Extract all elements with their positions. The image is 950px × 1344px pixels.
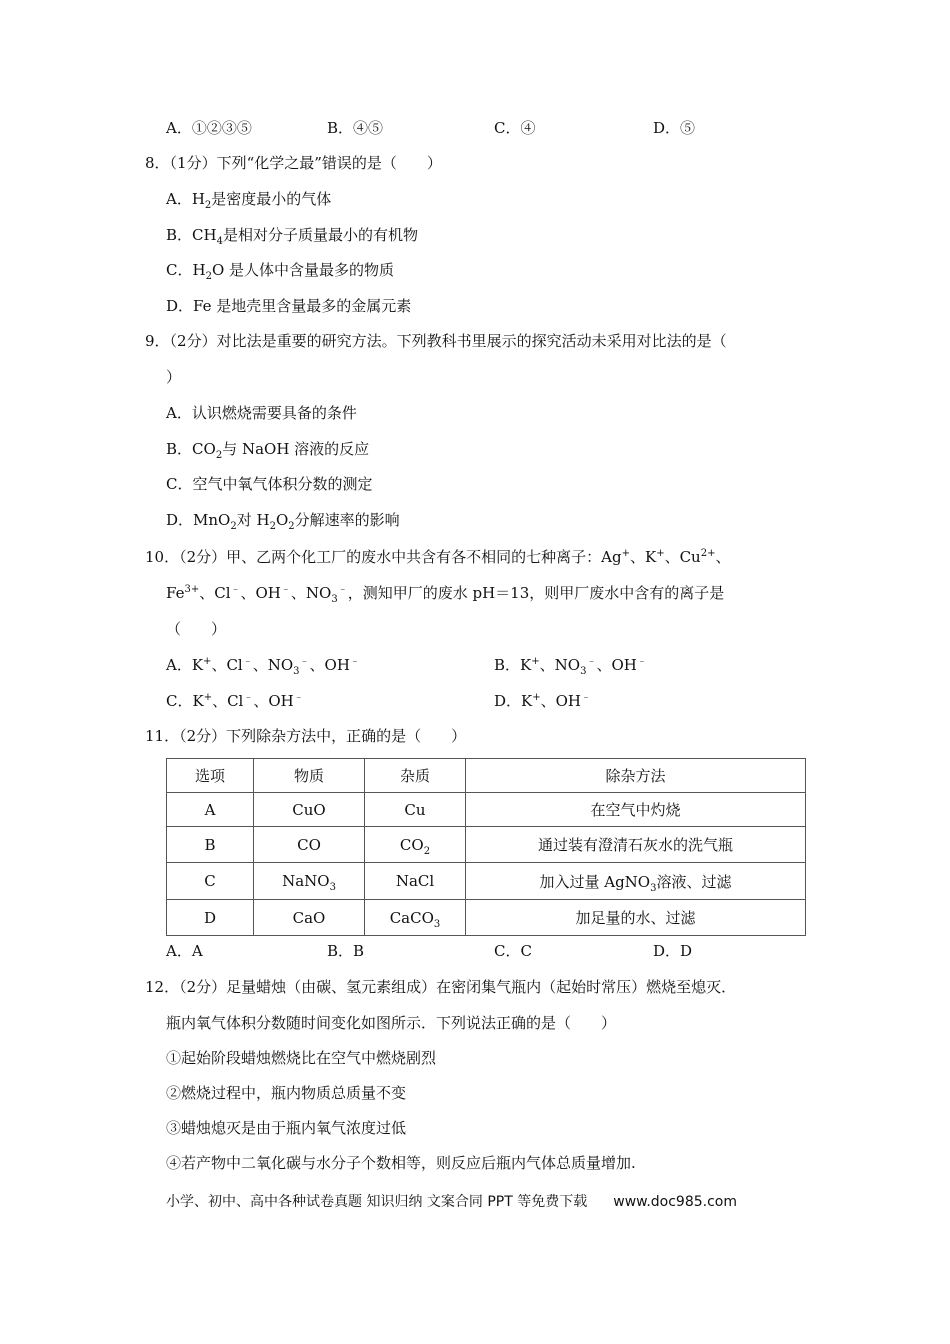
q9-stem-end: ） (166, 368, 182, 386)
q12-statement-4: ④若产物中二氧化碳与水分子个数相等，则反应后瓶内气体总质量增加. (166, 1154, 636, 1172)
table-header-cell: 杂质 (365, 759, 466, 793)
q8-option-d: D．Fe 是地壳里含量最多的金属元素 (166, 297, 412, 315)
q10-stem-line1: 10．（2分）甲、乙两个化工厂的废水中共含有各不相同的七种离子：Ag+、K+、$Cu^{2+}$、 (145, 548, 731, 566)
table-header-cell: 除杂方法 (466, 759, 806, 793)
q11-option-c: C．C (494, 942, 532, 960)
q7-option-b: B．④⑤ (327, 119, 384, 137)
table-row (167, 900, 806, 936)
q7-option-d: D．⑤ (653, 119, 696, 137)
table-cell: $CO_2$ (365, 827, 466, 863)
table-cell: B (167, 827, 254, 863)
q7-option-c: C．④ (494, 119, 536, 137)
q12-statement-3: ③蜡烛熄灭是由于瓶内氧气浓度过低 (166, 1119, 407, 1137)
q12-statement-2: ②燃烧过程中，瓶内物质总质量不变 (166, 1084, 407, 1102)
table-cell: 在空气中灼烧 (466, 793, 806, 827)
table-header-cell: 物质 (254, 759, 365, 793)
q11-stem: 11．（2分）下列除杂方法中，正确的是（ ） (145, 727, 467, 745)
footer-text: 小学、初中、高中各种试卷真题 知识归纳 文案合同 PPT 等免费下载 (166, 1194, 588, 1210)
table-cell: 加入过量 AgNO$_3$溶液、过滤 (466, 863, 806, 900)
q9-option-a: A．认识燃烧需要具备的条件 (166, 404, 357, 422)
q10-option-b: B．K+、$NO_3^﹣$、OH﹣ (494, 656, 647, 677)
table-cell: NaCl (365, 863, 466, 900)
q10-option-d: D．K+、OH﹣ (494, 692, 592, 710)
q7-option-a: A．①②③⑤ (166, 119, 252, 137)
footer-url-link[interactable]: www.doc985.com (613, 1194, 737, 1210)
table-cell: 加足量的水、过滤 (466, 900, 806, 936)
q11-option-a: A．A (166, 942, 203, 960)
table-cell: CaO (254, 900, 365, 936)
q8-option-a: A．$H_2$是密度最小的气体 (166, 190, 332, 211)
table-row (167, 827, 806, 863)
q9-option-b: B．$CO_2$与 NaOH 溶液的反应 (166, 440, 370, 461)
q12-statement-1: ①起始阶段蜡烛燃烧比在空气中燃烧剧烈 (166, 1049, 437, 1067)
table-cell: CaCO$_3$ (365, 900, 466, 936)
q11-option-b: B．B (327, 942, 365, 960)
table-header-cell: 选项 (167, 759, 254, 793)
q12-stem-line1: 12．（2分）足量蜡烛（由碳、氢元素组成）在密闭集气瓶内（起始时常压）燃烧至熄灭． (145, 978, 737, 996)
table-cell: CuO (254, 793, 365, 827)
table-cell: NaNO$_3$ (254, 863, 365, 900)
q9-option-c: C．空气中氧气体积分数的测定 (166, 475, 373, 493)
table-row (167, 863, 806, 900)
impurity-removal-table (166, 758, 806, 936)
q10-option-c: C．K+、Cl﹣、OH﹣ (166, 692, 304, 710)
q9-option-d: D．MnO$_2$对 $H_2O_2$分解速率的影响 (166, 511, 400, 532)
table-cell: CO (254, 827, 365, 863)
page-footer (166, 1191, 737, 1211)
q11-option-d: D．D (653, 942, 693, 960)
q8-option-b: B．$CH_4$是相对分子质量最小的有机物 (166, 226, 418, 247)
table-header-row (167, 759, 806, 793)
table-cell: 通过装有澄清石灰水的洗气瓶 (466, 827, 806, 863)
table-cell: A (167, 793, 254, 827)
q10-stem-line2: $Fe^{3+}$、Cl﹣、OH﹣、$NO_3^﹣$，测知甲厂的废水 pH＝13，则甲厂废水中含有的离子是 (166, 584, 725, 605)
q10-stem-end: （ ） (166, 620, 227, 638)
table-row (167, 793, 806, 827)
q10-option-a: A．K+、Cl﹣、$NO_3^﹣$、OH﹣ (166, 656, 360, 677)
q12-stem-line2: 瓶内氧气体积分数随时间变化如图所示．下列说法正确的是（ ） (166, 1014, 617, 1032)
q9-stem: 9．（2分）对比法是重要的研究方法。下列教科书里展示的探究活动未采用对比法的是（ (145, 332, 727, 350)
table-cell: C (167, 863, 254, 900)
table-cell: D (167, 900, 254, 936)
table-cell: Cu (365, 793, 466, 827)
q8-stem: 8．（1分）下列“化学之最”错误的是（ ） (145, 154, 442, 172)
q8-option-c: C．$H_2O$ 是人体中含量最多的物质 (166, 261, 395, 282)
